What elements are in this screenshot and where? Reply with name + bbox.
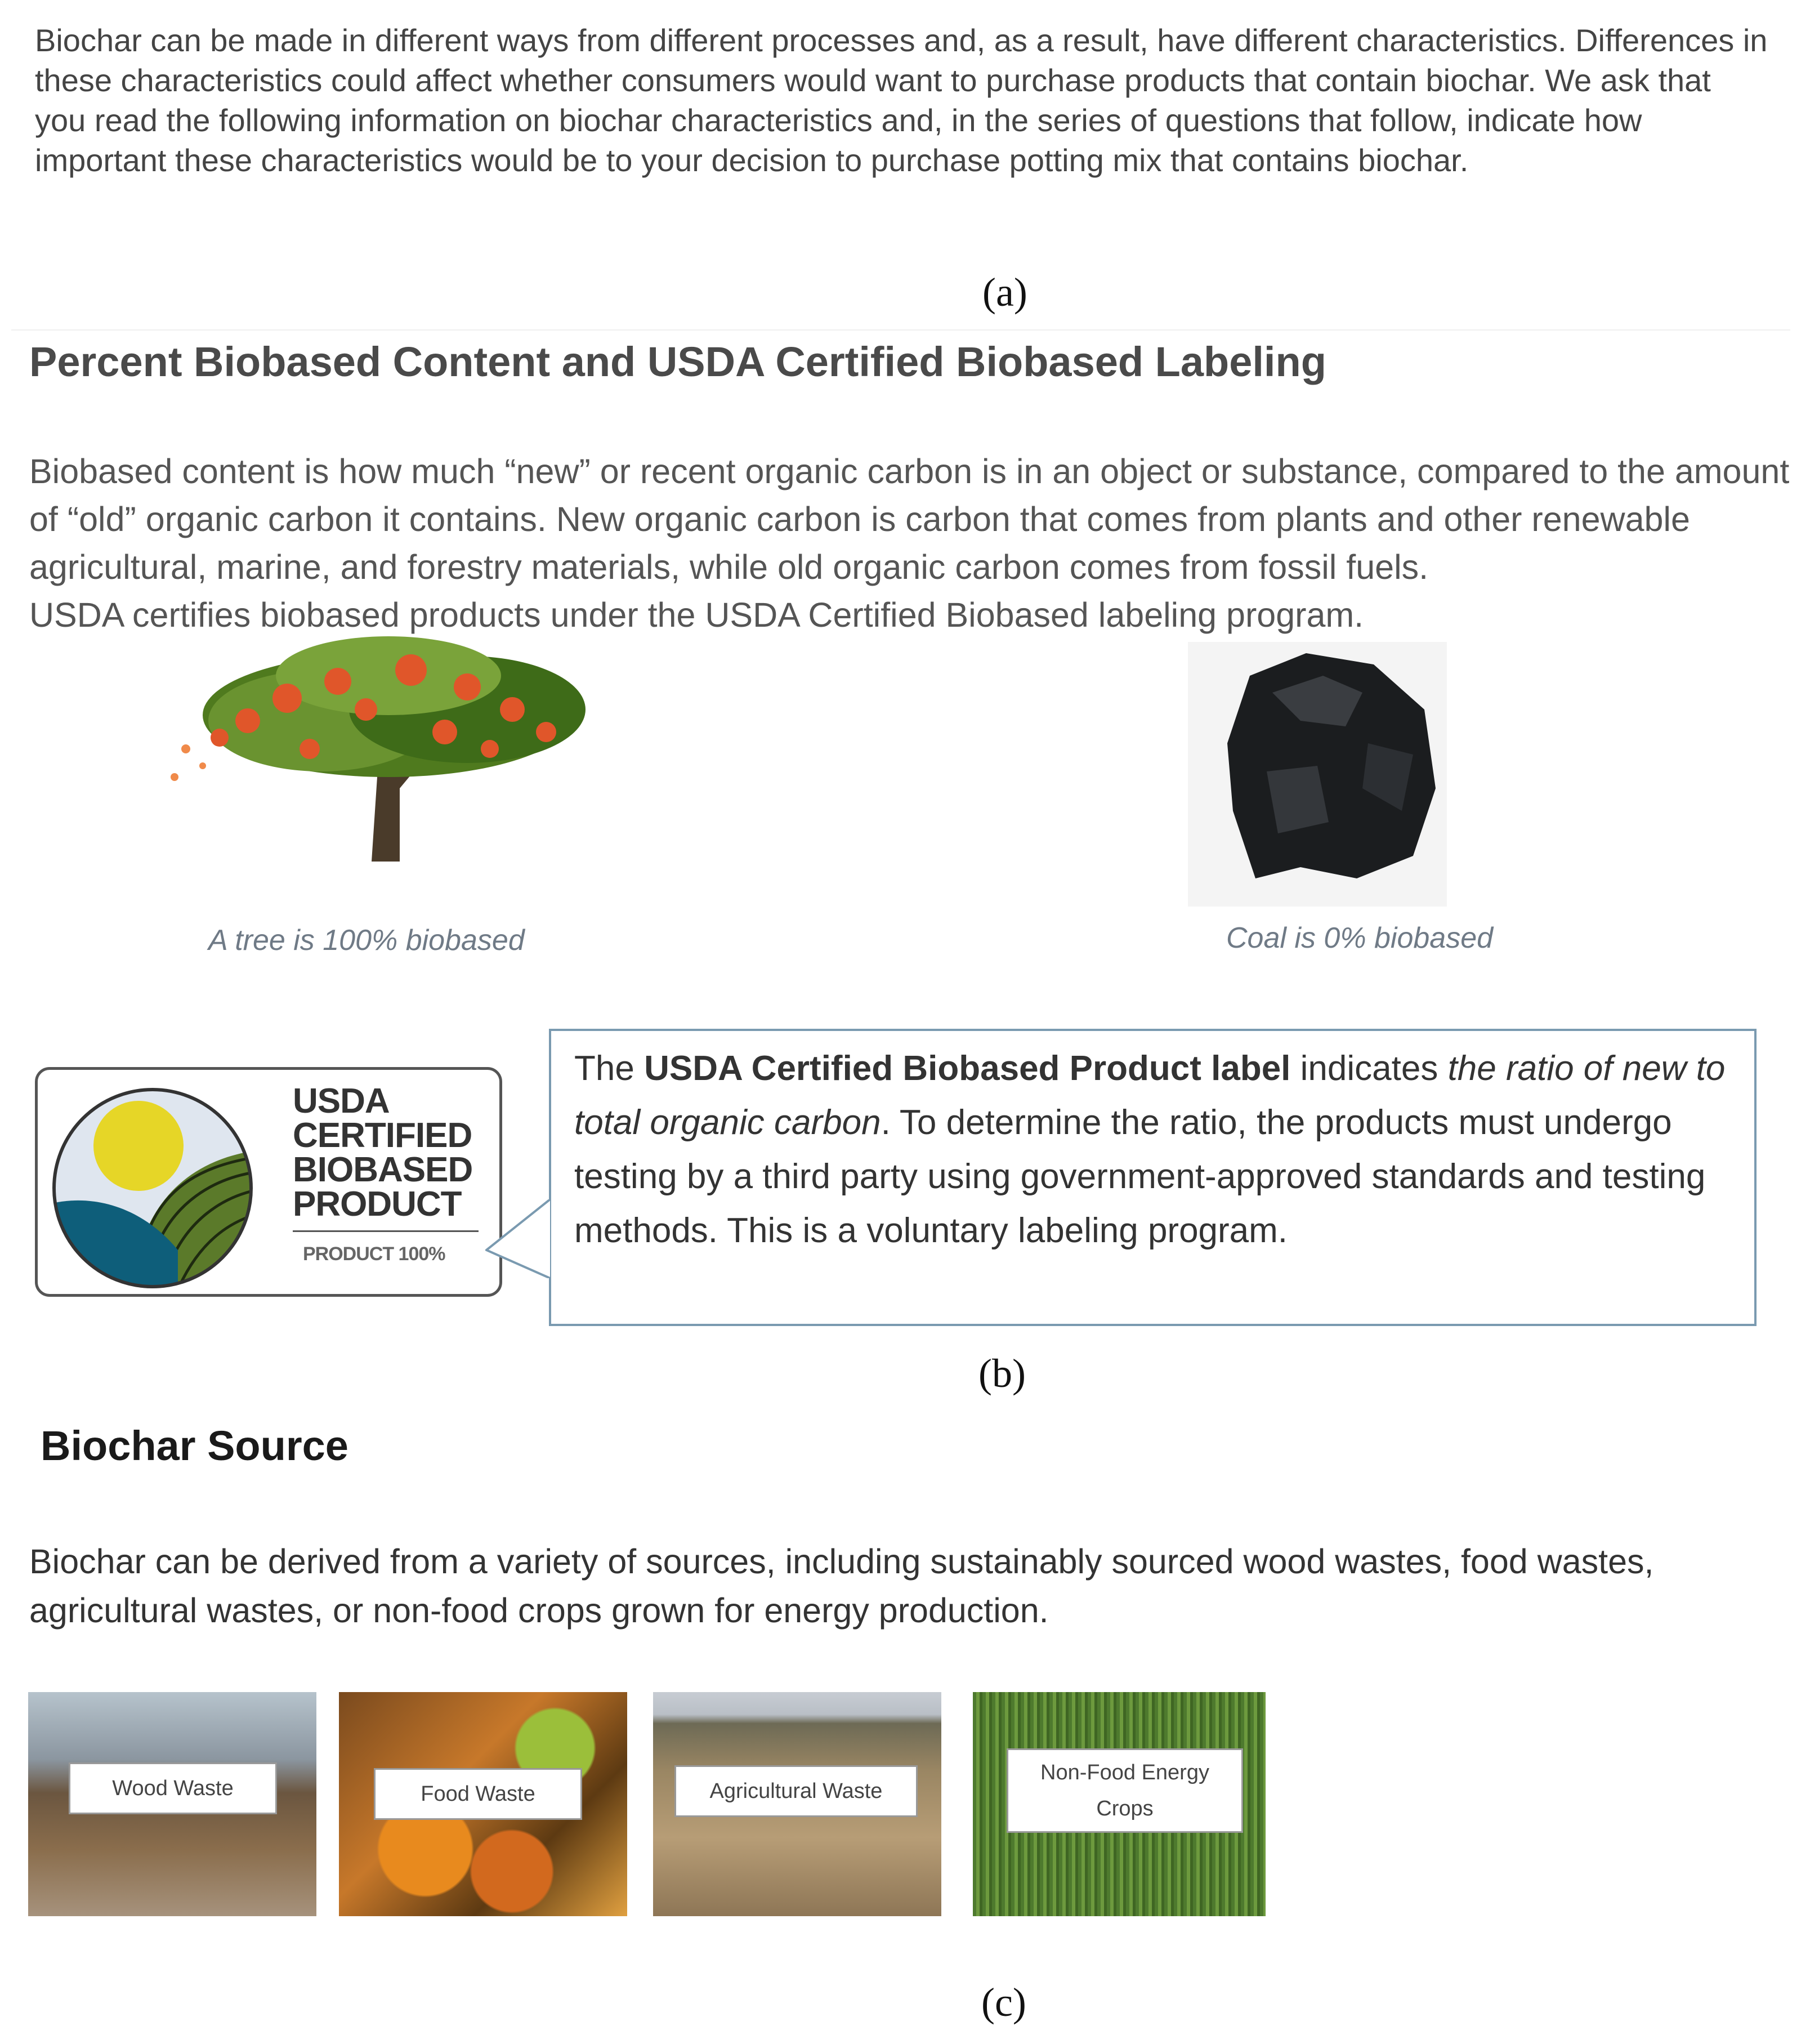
energy-crops-label: Non-Food Energy Crops (1007, 1748, 1243, 1833)
usda-logo-line: BIOBASED (293, 1150, 473, 1189)
usda-label-callout-text (574, 1042, 1745, 1258)
food-waste-photo (339, 1692, 627, 1916)
food-waste-label: Food Waste (374, 1768, 582, 1820)
usda-logo-line: PRODUCT (293, 1185, 462, 1224)
callout-text-bold: USDA Certified Biobased Product label (644, 1049, 1291, 1088)
usda-logo-line: CERTIFIED (293, 1116, 472, 1155)
coal-image (1188, 642, 1447, 907)
biobased-section-body (29, 448, 1791, 639)
panel-label-c: (c) (981, 1980, 1026, 2025)
callout-pointer (485, 1199, 553, 1278)
usda-logo-underline (293, 1230, 479, 1232)
usda-logo-wordmark (293, 1082, 484, 1224)
coal-caption: Coal is 0% biobased (1226, 922, 1494, 954)
panel-label-b: (b) (978, 1351, 1026, 1396)
wood-waste-label: Wood Waste (69, 1762, 277, 1814)
usda-logo-subtext: PRODUCT 100% (303, 1243, 445, 1265)
agricultural-waste-photo (653, 1692, 941, 1916)
agricultural-waste-label: Agricultural Waste (674, 1765, 918, 1817)
callout-text-italic: the ratio of new to total organic carbon (574, 1049, 1726, 1142)
biobased-body-paragraph: Biobased content is how much “new” or recent organic carbon is in an object or substance, compared to the amount of “old” organic carbon it contains. New organic carbon is carbon that comes from plants and other renewable agricultural, marine, and forestry materials, while old organic carbon comes from fossil fuels. (29, 452, 1790, 586)
callout-text-part: indicates (1290, 1049, 1448, 1088)
energy-crops-photo (973, 1692, 1266, 1916)
biochar-source-body: Biochar can be derived from a variety of sources, including sustainably sourced wood wastes, food wastes, agricultural wastes, or non-food crops grown for energy production. (29, 1542, 1654, 1630)
biobased-body-usda-sentence: USDA certifies biobased products under the USDA Certified Biobased labeling program. (29, 596, 1364, 634)
callout-text-part: . To determine the ratio, the products must undergo testing by a third party using government-approved standards and testing methods. This is a voluntary labeling program. (574, 1103, 1706, 1250)
biochar-source-title: Biochar Source (41, 1422, 348, 1469)
wood-waste-photo (28, 1692, 316, 1916)
intro-paragraph: Biochar can be made in different ways from different processes and, as a result, have different characteristics. Differences in these characteristics could affect whether consumers would want to purchase products that contain biochar. We ask that you read the following information on biochar characteristics and, in the series of questions that follow, indicate how important these characteristics would be to your decision to purchase potting mix that contains biochar. (35, 23, 1768, 178)
section-divider (11, 329, 1790, 331)
panel-label-a: (a) (982, 270, 1027, 315)
usda-logo-line: USDA (293, 1082, 390, 1121)
tree-caption: A tree is 100% biobased (208, 924, 525, 957)
usda-logo-emblem (37, 1087, 296, 1289)
tree-image (152, 636, 619, 873)
biobased-section-title: Percent Biobased Content and USDA Certified Biobased Labeling (29, 338, 1326, 385)
callout-text-part: The (574, 1049, 645, 1088)
